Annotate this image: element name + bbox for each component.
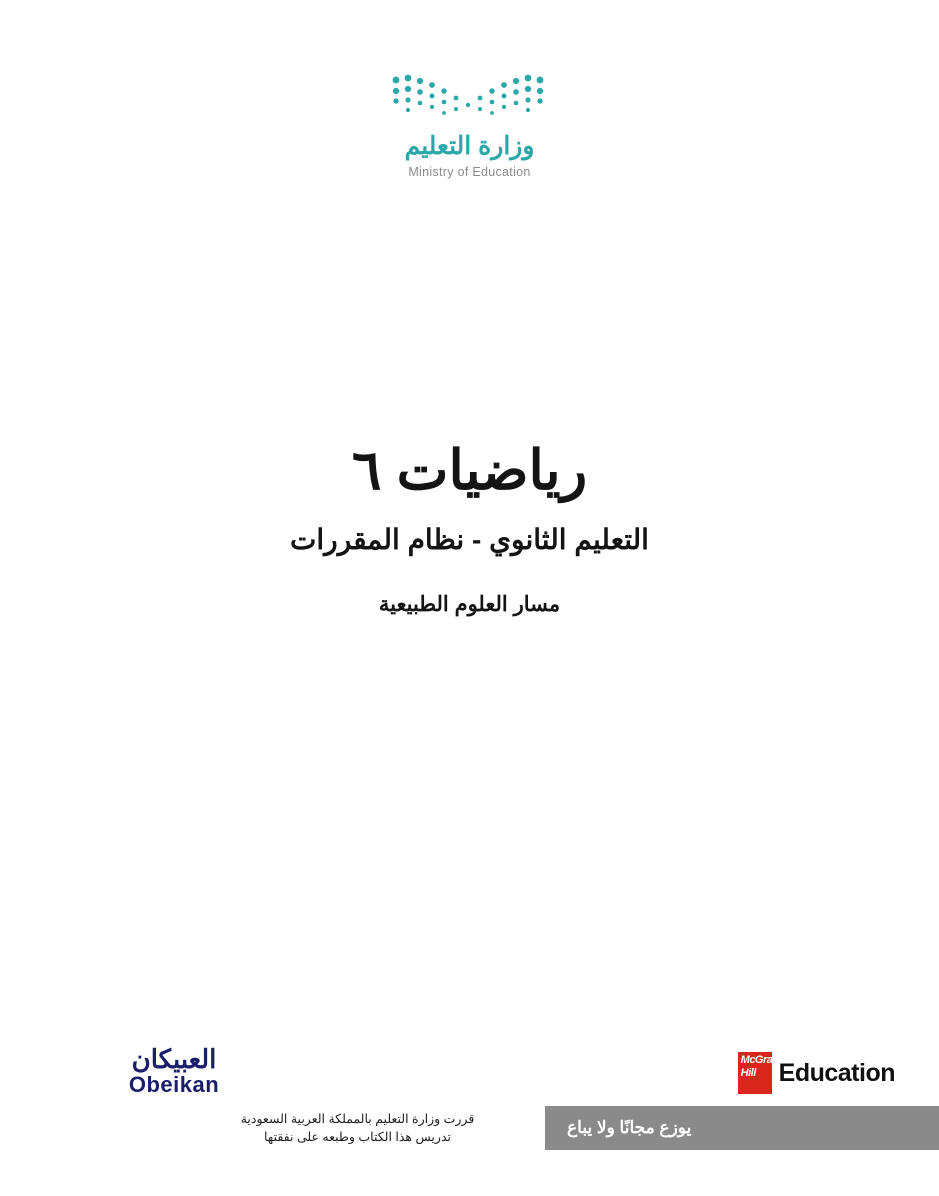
approval-line-2: تدريس هذا الكتاب وطبعه على نفقتها	[264, 1130, 451, 1144]
approval-line-1: قررت وزارة التعليم بالمملكة العربية السعودية	[240, 1111, 475, 1126]
ministry-logo	[0, 72, 939, 179]
mcgraw-hill-logo	[738, 1052, 895, 1094]
approval-statement	[0, 1106, 545, 1150]
title-block	[0, 440, 939, 617]
ministry-name-english: Ministry of Education	[408, 165, 531, 179]
book-title: رياضيات ٦	[351, 439, 588, 501]
book-track: مسار العلوم الطبيعية	[378, 593, 561, 617]
footer-bar	[0, 1106, 939, 1150]
ministry-name-arabic: وزارة التعليم	[404, 132, 535, 160]
mcgraw-education-word: Education	[778, 1058, 895, 1087]
mcgraw-hill-mark: McGraw Hill	[738, 1052, 772, 1094]
free-distribution-note: يوزع مجانًا ولا يباع	[545, 1106, 939, 1150]
ministry-dots-mark-icon	[390, 72, 550, 120]
obeikan-name-english: Obeikan	[128, 1072, 220, 1097]
book-subtitle: التعليم الثانوي - نظام المقررات	[290, 523, 649, 555]
obeikan-name-arabic: العبيكان	[131, 1044, 217, 1074]
obeikan-logo	[104, 1046, 244, 1097]
